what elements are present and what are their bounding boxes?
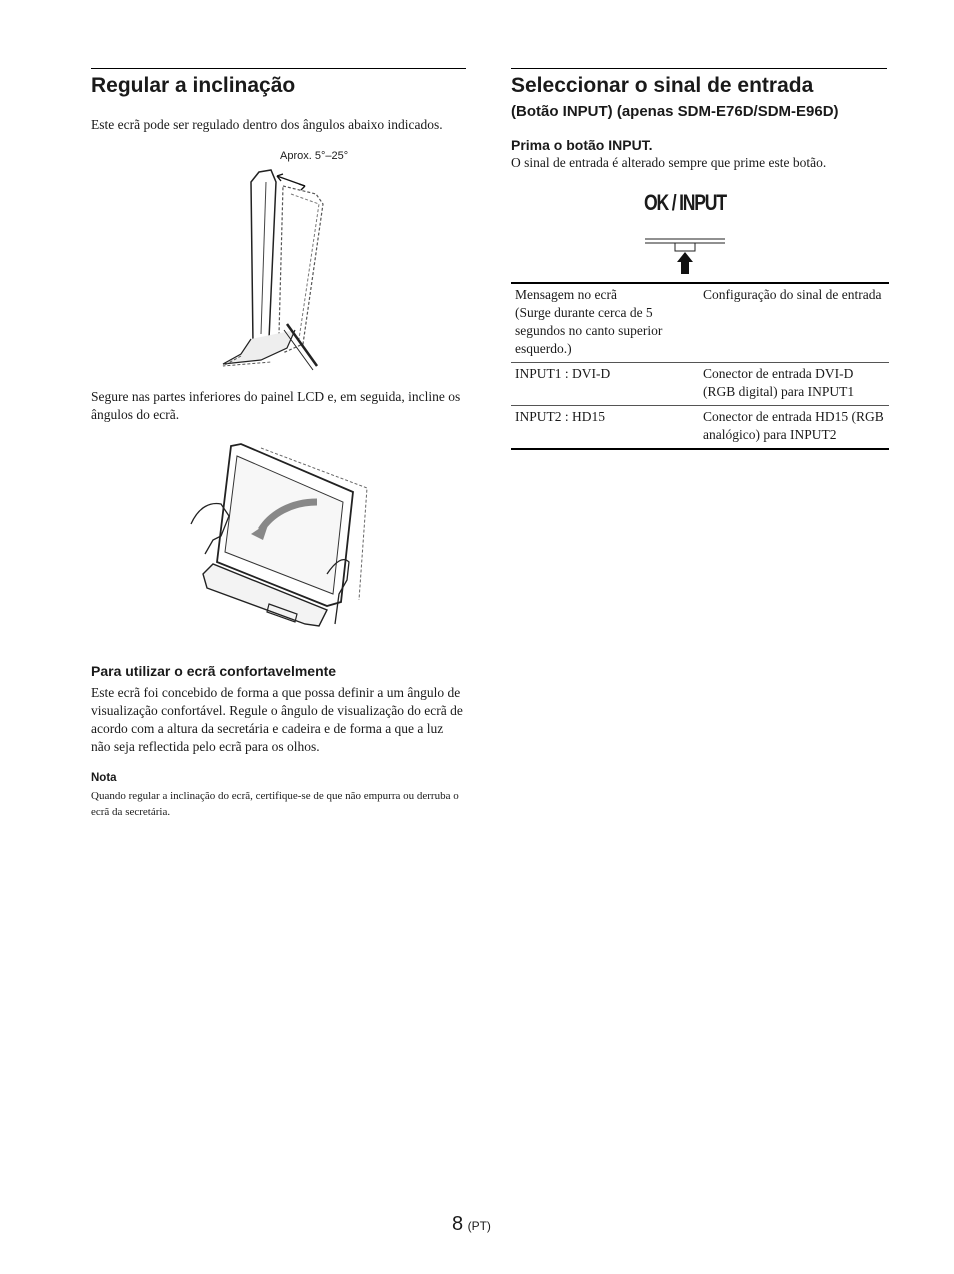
up-arrow-icon — [677, 252, 693, 274]
monitor-side-view-illustration — [91, 134, 466, 384]
step-heading: Prima o botão INPUT. — [511, 137, 653, 153]
section-title: Regular a inclinação — [91, 74, 296, 97]
input-button-figure — [511, 172, 887, 282]
instruction-text: Segure nas partes inferiores do painel LCD e, em seguida, incline os ângulos do ecrã. — [91, 389, 461, 422]
section-rule — [91, 68, 466, 69]
table-cell: Conector de entrada DVI-D (RGB digital) para INPUT1 — [703, 366, 855, 399]
table-cell: Mensagem no ecrã (Surge durante cerca de 5 segundos no canto superior esquerdo.) — [515, 287, 663, 356]
table-row — [511, 283, 889, 363]
page-number-value: 8 — [452, 1213, 464, 1235]
ok-input-button-label: OK / INPUT — [644, 190, 726, 215]
tilt-angle-figure — [91, 134, 466, 384]
comfort-heading: Para utilizar o ecrã confortavelmente — [91, 663, 337, 679]
section-title: Seleccionar o sinal de entrada — [511, 74, 814, 97]
table-cell: INPUT2 : HD15 — [515, 409, 605, 424]
section-rule — [511, 68, 887, 69]
step-text: O sinal de entrada é alterado sempre que prime este botão. — [511, 155, 827, 170]
intro-text: Este ecrã pode ser regulado dentro dos ângulos abaixo indicados. — [91, 117, 443, 132]
note-heading: Nota — [91, 772, 117, 784]
comfort-text: Este ecrã foi concebido de forma a que possa definir a um ângulo de visualização confortável. Regule o ângulo de visualização do ecrã de acordo com a altura da secretária e cadeira e de forma a que a luz não seja reflectida pelo ecrã para os olhos. — [91, 685, 463, 754]
table-cell: INPUT1 : DVI-D — [515, 366, 611, 381]
table-cell: Configuração do sinal de entrada — [703, 287, 882, 302]
angle-label: Aprox. 5°–25° — [280, 150, 349, 162]
page-number — [452, 1213, 491, 1236]
table-cell: Conector de entrada HD15 (RGB analógico) para INPUT2 — [703, 409, 884, 442]
note-text: Quando regular a inclinação do ecrã, certifique-se de que não empurra ou derruba o ecrã da secretária. — [91, 790, 459, 818]
section-subtitle: (Botão INPUT) (apenas SDM-E76D/SDM-E96D) — [511, 103, 839, 120]
input-signal-table — [511, 282, 889, 450]
table-row — [511, 363, 889, 406]
left-column — [91, 68, 466, 820]
input-button-icon — [675, 243, 695, 251]
page-language: (PT) — [467, 1219, 491, 1233]
table-row — [511, 406, 889, 450]
right-column — [511, 68, 887, 450]
hands-tilting-figure — [91, 424, 466, 656]
hands-tilting-monitor-illustration — [91, 424, 466, 656]
